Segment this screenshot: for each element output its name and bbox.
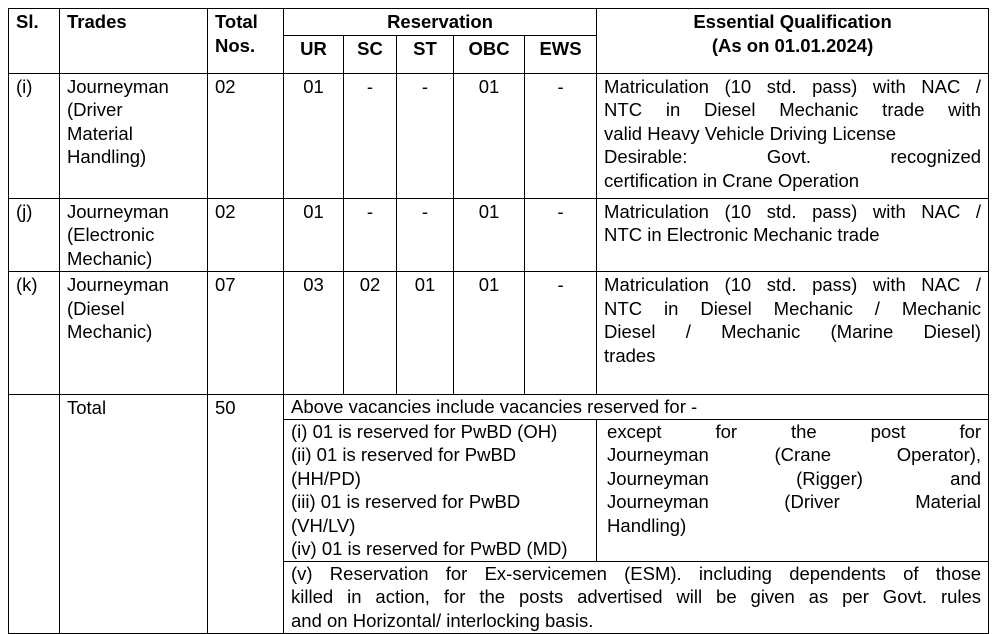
esm-line: killed in action, for the posts advertised will be given as per Govt. rules [291, 586, 982, 607]
row-total: 07 [208, 272, 284, 395]
pwbd-item: (iv) 01 is reserved for PwBD (MD) [291, 538, 568, 559]
header-total-nos [208, 9, 284, 74]
row-ews: - [525, 272, 597, 395]
row-sc: - [344, 198, 397, 272]
row-ews: - [525, 73, 597, 198]
qualification-line: NTC in Diesel Mechanic / Mechanic [604, 297, 982, 319]
row-ur: 01 [284, 198, 344, 272]
row-total: 02 [208, 73, 284, 198]
header-trades: Trades [60, 9, 208, 74]
header-sc: SC [344, 35, 397, 73]
row-trade [60, 272, 208, 395]
total-value: 50 [208, 395, 284, 634]
header-reservation: Reservation [284, 9, 597, 36]
trade-line: Mechanic) [67, 247, 153, 269]
row-st: - [397, 198, 454, 272]
header-ews: EWS [525, 35, 597, 73]
header-sl: Sl. [9, 9, 60, 74]
header-total-line1: Total [215, 11, 258, 32]
table-row [9, 198, 989, 272]
trade-line: Material [67, 122, 133, 144]
table-row [9, 73, 989, 198]
row-ews: - [525, 198, 597, 272]
trade-line: Handling) [67, 146, 147, 167]
row-sl: (j) [9, 198, 60, 272]
qualification-line: trades [604, 344, 656, 366]
qualification-line: NTC in Electronic Mechanic trade [604, 224, 880, 245]
qualification-line: Desirable: Govt. recognized [604, 146, 982, 167]
row-sc: 02 [344, 272, 397, 395]
total-sl-empty [9, 395, 60, 634]
qualification-line: Matriculation (10 std. pass) with NAC / [604, 200, 982, 222]
vacancy-table [8, 8, 989, 634]
esm-line: (v) Reservation for Ex-servicemen (ESM). including dependents of those [291, 562, 982, 584]
document-page [8, 8, 989, 634]
header-obc: OBC [454, 35, 525, 73]
row-obc: 01 [454, 198, 525, 272]
row-trade [60, 73, 208, 198]
header-ur: UR [284, 35, 344, 73]
total-row [9, 395, 989, 420]
except-line: except for the post for [607, 420, 982, 442]
row-sl: (i) [9, 73, 60, 198]
header-total-line2: Nos. [215, 34, 256, 56]
total-label: Total [60, 395, 208, 634]
row-qualification [597, 272, 989, 395]
row-st: - [397, 73, 454, 198]
row-sl: (k) [9, 272, 60, 395]
qualification-line: Diesel / Mechanic (Marine Diesel) [604, 321, 982, 342]
qualification-line: valid Heavy Vehicle Driving License [604, 122, 897, 144]
header-qualification [597, 9, 989, 74]
row-obc: 01 [454, 272, 525, 395]
esm-line: and on Horizontal/ interlocking basis. [291, 609, 594, 631]
qualification-line: Matriculation (10 std. pass) with NAC / [604, 75, 982, 97]
header-qualification-line2: (As on 01.01.2024) [711, 34, 874, 56]
row-qualification [597, 198, 989, 272]
except-line: Journeyman (Crane Operator), [607, 444, 982, 465]
except-line: Journeyman (Driver Material [607, 491, 982, 512]
trade-line: Journeyman [67, 200, 169, 222]
row-total: 02 [208, 198, 284, 272]
row-st: 01 [397, 272, 454, 395]
pwbd-list [284, 419, 597, 561]
header-row-1 [9, 9, 989, 36]
row-trade [60, 198, 208, 272]
row-ur: 03 [284, 272, 344, 395]
qualification-line: Matriculation (10 std. pass) with NAC / [604, 274, 982, 295]
row-qualification [597, 73, 989, 198]
trade-line: Journeyman [67, 75, 169, 97]
reservation-intro: Above vacancies include vacancies reserved for - [284, 395, 989, 420]
qualification-line: NTC in Diesel Mechanic trade with [604, 99, 982, 120]
trade-line: Mechanic) [67, 321, 153, 342]
trade-line: (Diesel [67, 297, 125, 319]
pwbd-item: (i) 01 is reserved for PwBD (OH) [291, 420, 558, 442]
esm-note [284, 561, 989, 633]
header-st: ST [397, 35, 454, 73]
except-line: Journeyman (Rigger) and [607, 467, 982, 489]
row-ur: 01 [284, 73, 344, 198]
except-line: Handling) [607, 514, 687, 536]
trade-line: (Driver [67, 99, 123, 120]
pwbd-item: (ii) 01 is reserved for PwBD (HH/PD) [291, 444, 517, 489]
header-qualification-line1: Essential Qualification [693, 11, 892, 32]
row-sc: - [344, 73, 397, 198]
pwbd-item: (iii) 01 is reserved for PwBD (VH/LV) [291, 491, 521, 536]
qualification-line: certification in Crane Operation [604, 169, 860, 191]
trade-line: (Electronic [67, 224, 155, 245]
except-note [597, 419, 989, 561]
table-row [9, 272, 989, 395]
trade-line: Journeyman [67, 274, 169, 295]
row-obc: 01 [454, 73, 525, 198]
